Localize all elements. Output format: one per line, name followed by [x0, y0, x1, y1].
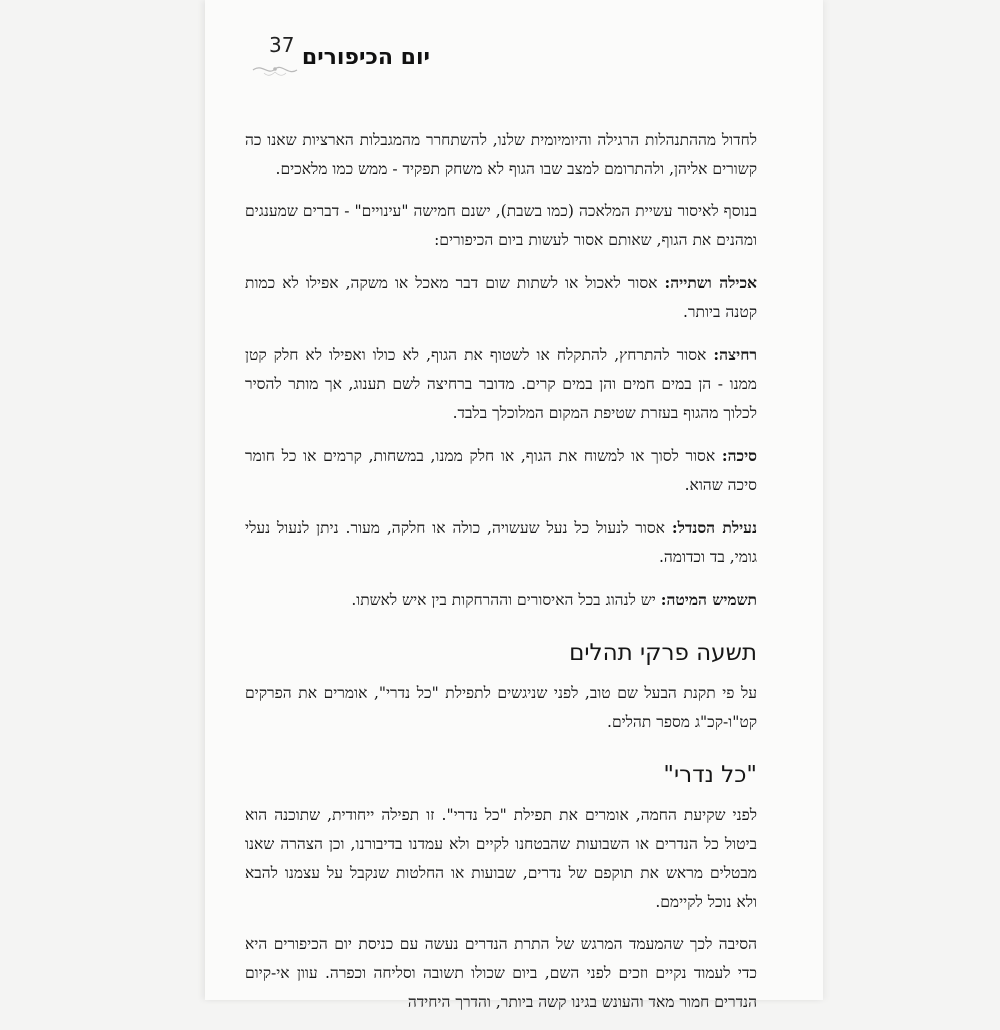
section-title-psalms: תשעה פרקי תהלים	[569, 640, 757, 666]
affliction-term: תשמיש המיטה:	[660, 590, 757, 609]
affliction-term: אכילה ושתייה:	[664, 273, 757, 292]
affliction-term: סיכה:	[721, 446, 757, 465]
kol-nidrei-paragraph: לפני שקיעת החמה, אומרים את תפילת "כל נדרי". זו תפילה ייחודית, שתוכנה הוא ביטול כל הנדרים או השבועות שהבטחנו לקיים ולא עמדנו בדיבורנו, וכן הצהרה שאנו מבטלים מראש את תוקפם של נדרים, שבועות או החלטות שנקבל על עצמנו להבא ולא נוכל לקיימם.	[245, 806, 757, 911]
affliction-text: יש לנהוג בכל האיסורים וההרחקות בין איש לאשתו.	[351, 591, 656, 609]
afflictions-intro-paragraph: בנוסף לאיסור עשיית המלאכה (כמו בשבת), ישנם חמישה "עינויים" - דברים שמענגים ומהנים את הגוף, שאותם אסור לעשות ביום הכיפורים:	[245, 202, 757, 249]
affliction-text: אסור לאכול או לשתות שום דבר מאכל או משקה, אפילו לא כמות קטנה ביותר.	[245, 274, 757, 321]
affliction-text: אסור לסוך או למשוח את הגוף, או חלק ממנו, במשחות, קרמים או כל חומר סיכה שהוא.	[245, 447, 757, 494]
affliction-term: רחיצה:	[713, 345, 757, 364]
affliction-item	[245, 441, 757, 500]
page-body	[245, 126, 757, 1030]
affliction-term: נעילת הסנדל:	[671, 518, 757, 537]
affliction-item	[245, 268, 757, 327]
affliction-text: אסור לנעול כל נעל שעשויה, כולה או חלקה, מעור. ניתן לנעול נעלי גומי, בד וכדומה.	[245, 519, 757, 566]
intro-paragraph: לחדול מההתנהלות הרגילה והיומיומית שלנו, להשתחרר מהמגבלות הארציות שאנו כה קשורים אליהן, ולהתרומם למצב שבו הגוף לא משחק תפקיד - ממש כמו מלאכים.	[245, 131, 757, 178]
affliction-item	[245, 585, 757, 615]
kol-nidrei-paragraph: הסיבה לכך שהמעמד המרגש של התרת הנדרים נעשה עם כניסת יום הכיפורים היא כדי לעמוד נקיים וזכים לפני השם, ביום שכולו תשובה וסליחה וכפרה. עוון אי-קיום הנדרים חמור מאד והעונש בגינו קשה ביותר, והדרך היחידה	[245, 935, 757, 1011]
running-header: יום הכיפורים	[301, 45, 430, 70]
affliction-item	[245, 513, 757, 572]
affliction-item	[245, 340, 757, 428]
psalms-paragraph: על פי תקנת הבעל שם טוב, לפני שניגשים לתפילת "כל נדרי", אומרים את הפרקים קט"ו-קכ"ג מספר תהלים.	[245, 684, 757, 731]
affliction-text: אסור להתרחץ, להתקלח או לשטוף את הגוף, לא כולו ואפילו לא חלק קטן ממנו - הן במים חמים והן במים קרים. מדובר ברחיצה לשם תענוג, אך מותר להסיר לכלוך מהגוף בעזרת שטיפת המקום המלוכלך בלבד.	[245, 346, 757, 422]
section-title-kol-nidrei: "כל נדרי"	[663, 762, 757, 788]
page-number: 37	[269, 33, 295, 57]
